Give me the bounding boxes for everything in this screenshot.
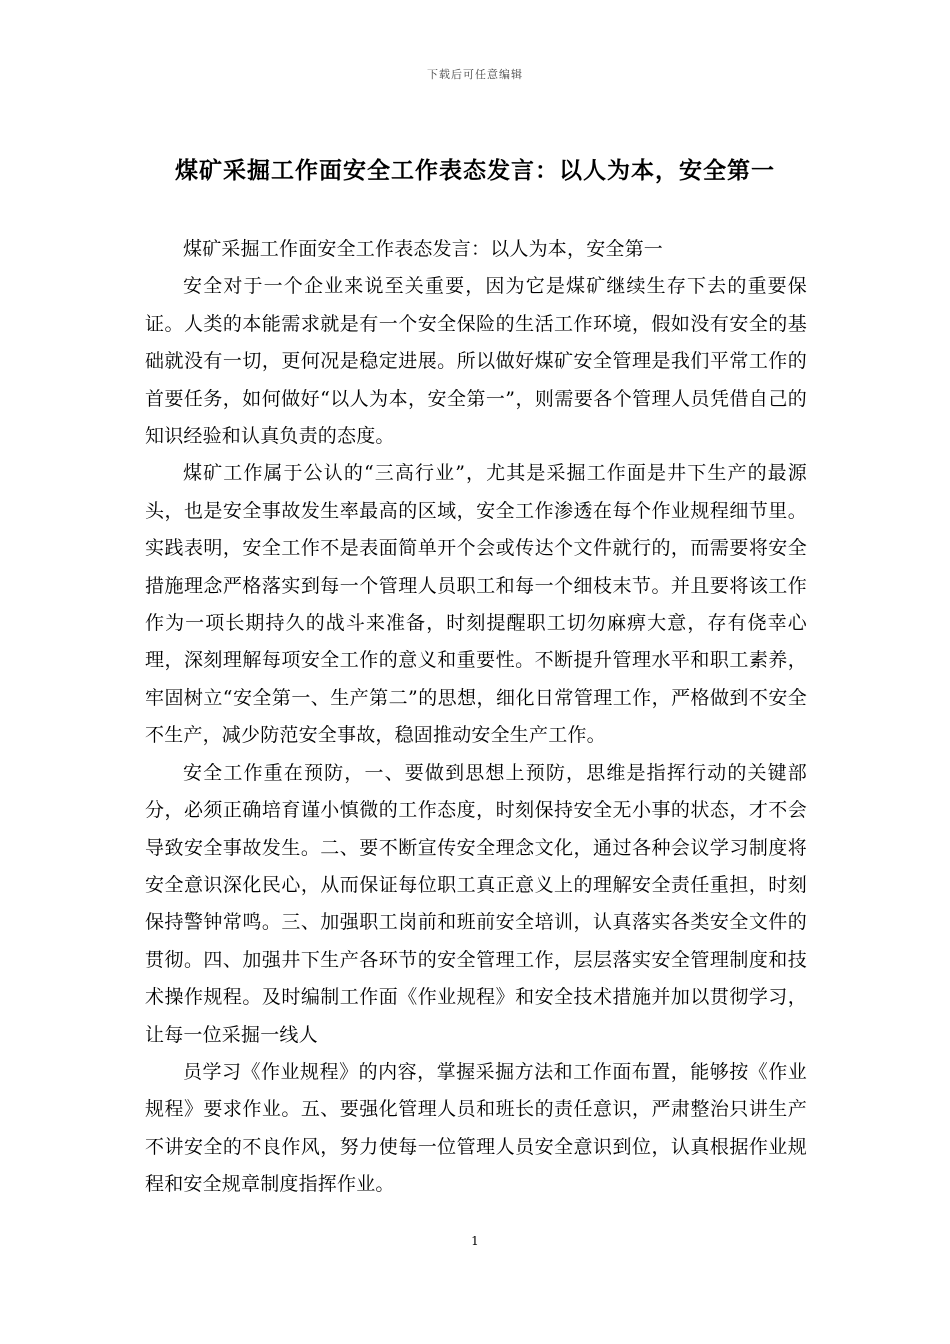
document-body xyxy=(145,231,807,1204)
paragraph-conclusion: 员学习《作业规程》的内容，掌握采掘方法和工作面布置，能够按《作业规程》要求作业。五、要强化管理人员和班长的责任意识，严肃整治只讲生产不讲安全的不良作风，努力使每一位管理人员安全意识到位，认真根据作业规程和安全规章制度指挥作业。 xyxy=(145,1060,807,1196)
paragraph-subtitle: 煤矿采掘工作面安全工作表态发言：以人为本，安全第一 xyxy=(183,238,664,260)
header-note: 下载后可任意编辑 xyxy=(427,68,523,81)
document-title: 煤矿采掘工作面安全工作表态发言：以人为本，安全第一 xyxy=(175,158,775,184)
page-number: 1 xyxy=(471,1234,479,1248)
paragraph-prevention: 安全工作重在预防，一、要做到思想上预防，思维是指挥行动的关键部分，必须正确培育谨小慎微的工作态度，时刻保持安全无小事的状态，才不会导致安全事故发生。二、要不断宣传安全理念文化，通过各种会议学习制度将安全意识深化民心，从而保证每位职工真正意义上的理解安全责任重担，时刻保持警钟常鸣。三、加强职工岗前和班前安全培训，认真落实各类安全文件的贯彻。四、加强井下生产各环节的安全管理工作，层层落实安全管理制度和技术操作规程。及时编制工作面《作业规程》和安全技术措施并加以贯彻学习，让每一位采掘一线人 xyxy=(145,761,807,1046)
paragraph-intro: 安全对于一个企业来说至关重要，因为它是煤矿继续生存下去的重要保证。人类的本能需求就是有一个安全保险的生活工作环境，假如没有安全的基础就没有一切，更何况是稳定进展。所以做好煤矿安全管理是我们平常工作的首要任务，如何做好“以人为本，安全第一”，则需要各个管理人员凭借自己的知识经验和认真负责的态度。 xyxy=(145,275,807,448)
paragraph-industry: 煤矿工作属于公认的“三高行业”，尤其是采掘工作面是井下生产的最源头，也是安全事故发生率最高的区域，安全工作渗透在每个作业规程细节里。实践表明，安全工作不是表面简单开个会或传达个文件就行的，而需要将安全措施理念严格落实到每一个管理人员职工和每一个细枝末节。并且要将该工作作为一项长期持久的战斗来准备，时刻提醒职工切勿麻痹大意，存有侥幸心理，深刻理解每项安全工作的意义和重要性。不断提升管理水平和职工素养，牢固树立“安全第一、生产第二”的思想，细化日常管理工作，严格做到不安全不生产，减少防范安全事故，稳固推动安全生产工作。 xyxy=(145,462,807,747)
